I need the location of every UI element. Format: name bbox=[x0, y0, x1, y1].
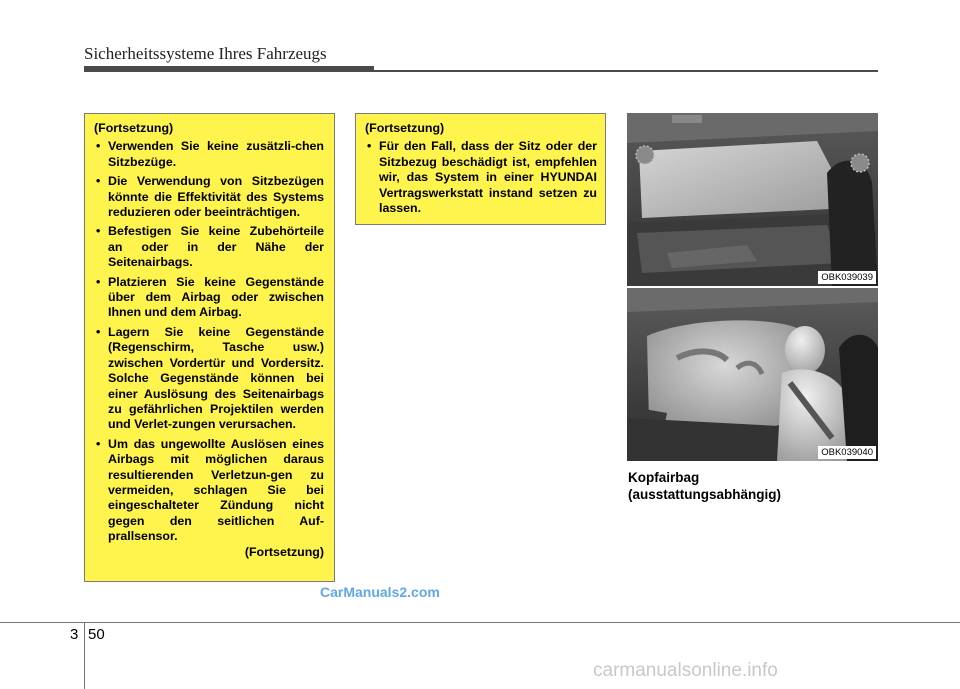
warning-item: • Um das ungewollte Auslösen eines Airbags mit möglichen daraus resultierenden Verletzun-gen zu vermeiden, schlagen Sie bei eingeschalteter Zündung nicht gegen den seitlichen Auf-prallsensor. bbox=[93, 437, 324, 545]
car-interior-photo-side-airbag bbox=[627, 113, 878, 286]
warning-item: • Für den Fall, dass der Sitz oder der Sitzbezug beschädigt ist, empfehlen wir, das System in einer HYUNDAI Vertragswerkstatt instand setzen zu lassen. bbox=[364, 139, 597, 216]
header-rule-thin bbox=[374, 70, 878, 72]
warning-item: • Lagern Sie keine Gegenstände (Regenschirm, Tasche usw.) zwischen Vordertür und Vordersitz. Solche Gegenstände können bei einer Auslösung des Seitenairbags zu gefährlichen Projektilen werden und Verlet-zungen verursachen. bbox=[93, 325, 324, 433]
warning-list bbox=[364, 139, 597, 216]
interior-illustration-1 bbox=[627, 113, 878, 286]
chapter-number: 3 bbox=[70, 626, 79, 643]
footer-rule bbox=[0, 622, 960, 623]
warning-item: • Die Verwendung von Sitzbezügen könnte die Effektivität des Systems reduzieren oder beeinträchtigen. bbox=[93, 174, 324, 220]
caption-title: Kopfairbag bbox=[628, 470, 700, 485]
warning-item: • Verwenden Sie keine zusätzli-chen Sitzbezüge. bbox=[93, 139, 324, 170]
caption-subtitle: (ausstattungsabhängig) bbox=[628, 487, 782, 502]
watermark-link[interactable]: CarManuals2.com bbox=[320, 584, 440, 600]
footer-divider bbox=[84, 622, 85, 689]
page-number: 50 bbox=[88, 626, 105, 643]
warning-item: • Platzieren Sie keine Gegenstände über dem Airbag oder zwischen Ihnen und dem Airbag. bbox=[93, 275, 324, 321]
header-rule-thick bbox=[84, 66, 374, 72]
warning-heading: (Fortsetzung) bbox=[365, 121, 445, 135]
continued-label: (Fortsetzung) bbox=[244, 544, 324, 559]
figure-caption bbox=[628, 469, 781, 503]
warning-heading: (Fortsetzung) bbox=[94, 121, 174, 135]
warning-box-left bbox=[84, 113, 335, 582]
section-title: Sicherheitssysteme Ihres Fahrzeugs bbox=[84, 44, 327, 63]
photo-code-label: OBK039040 bbox=[818, 446, 876, 459]
warning-item: • Befestigen Sie keine Zubehörteile an oder in der Nähe der Seitenairbags. bbox=[93, 224, 324, 270]
warning-box-right bbox=[355, 113, 606, 225]
interior-illustration-2 bbox=[627, 288, 878, 461]
site-watermark: carmanualsonline.info bbox=[593, 660, 778, 681]
warning-list bbox=[93, 139, 324, 544]
photo-code-label: OBK039039 bbox=[818, 271, 876, 284]
car-interior-photo-curtain-airbag bbox=[627, 288, 878, 461]
